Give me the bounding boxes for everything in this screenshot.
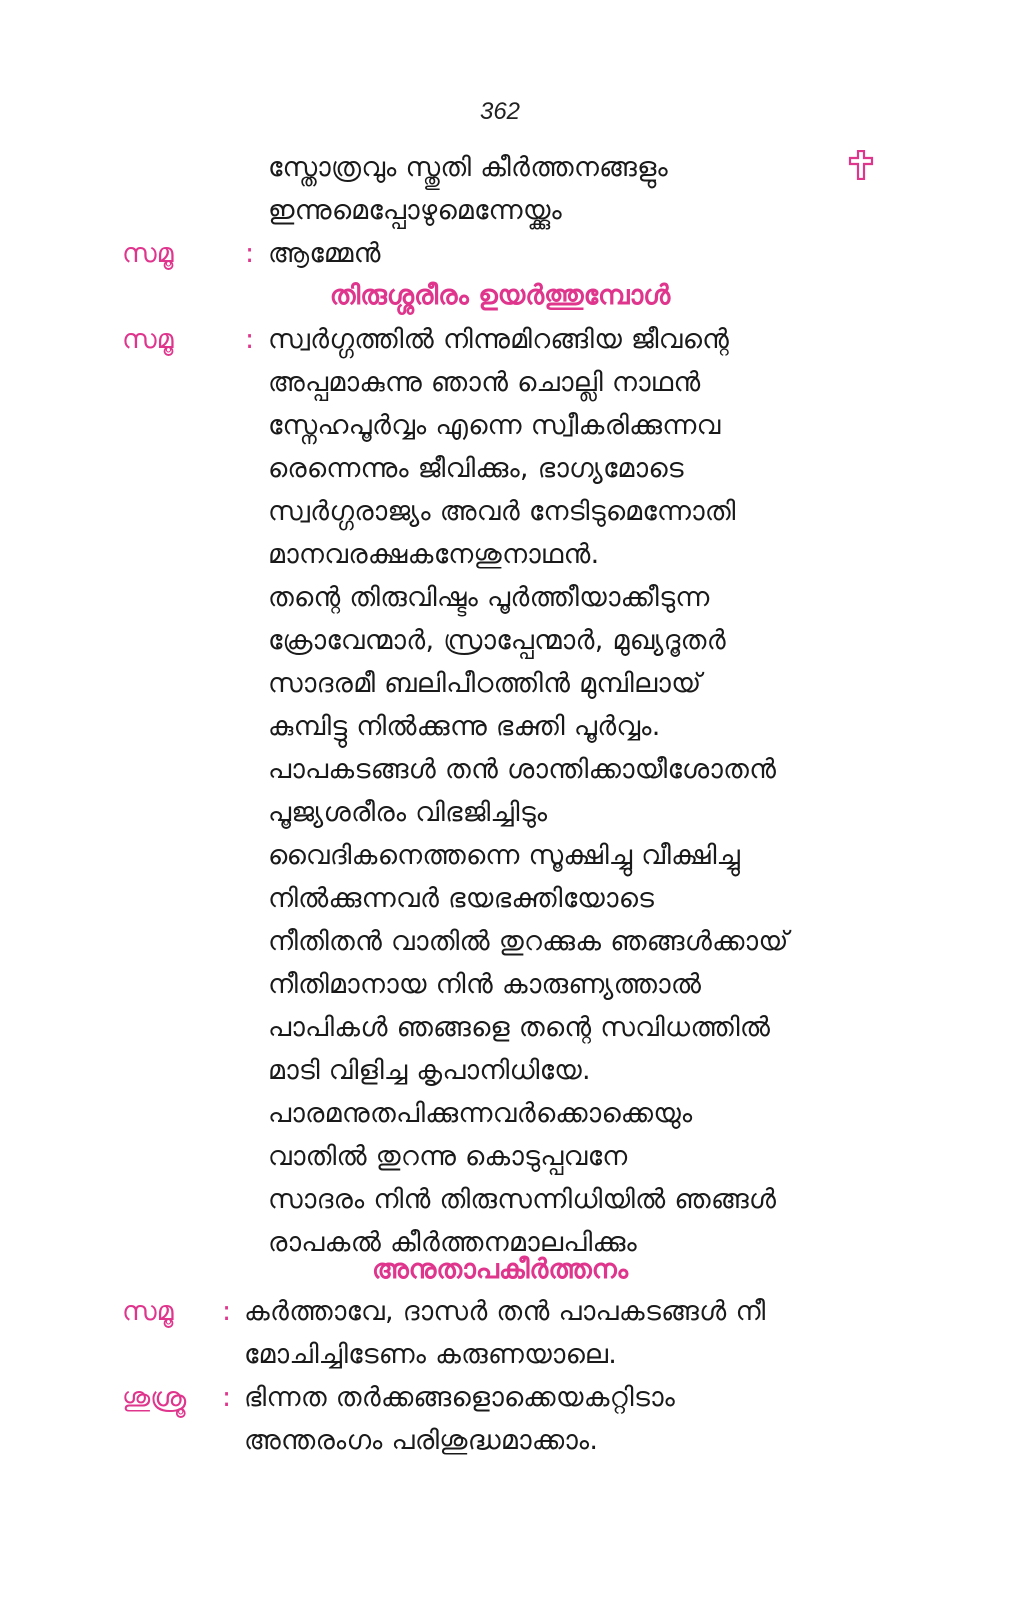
speaker-label: സമൂ (122, 1296, 174, 1327)
verse-line: അന്തരംഗം പരിശുദ്ധമാക്കാം. (244, 1425, 599, 1456)
amen-response (268, 232, 381, 275)
verse-line: വാതിൽ തുറന്നു കൊടുപ്പവനേ (268, 1141, 628, 1172)
section-heading: തിരുശ്ശരീരം ഉയർത്തുമ്പോൾ (329, 280, 671, 311)
verse-line: മാടി വിളിച്ച കൃപാനിധിയേ. (268, 1055, 591, 1086)
speaker-colon: : (222, 1382, 232, 1413)
verse-line: മാനവരക്ഷകനേശുനാഥൻ. (268, 539, 600, 570)
verse-line: രെന്നെന്നും ജീവിക്കും, ഭാഗ്യമോടെ (268, 453, 684, 484)
verse-line: സ്വർഗ്ഗരാജ്യം അവർ നേടിടുമെന്നോതി (268, 496, 736, 527)
verse-line: പാരമനുതപിക്കുന്നവർക്കൊക്കെയും (268, 1098, 693, 1129)
verse-line: സാദരമീ ബലിപീഠത്തിൻ മുമ്പിലായ് (268, 668, 702, 699)
verse-line: തന്റെ തിരുവിഷ്ടം പൂർത്തീയാക്കീടുന്ന (268, 582, 710, 613)
latin-cross-icon (848, 150, 874, 180)
page-number: 362 (479, 98, 521, 125)
speaker-label: സമൂ (122, 238, 174, 269)
verse-line: സാദരം നിൻ തിരുസന്നിധിയിൽ ഞങ്ങൾ (268, 1184, 777, 1215)
verse-line: ഇന്നുമെപ്പോഴുമെന്നേയ്ക്കും (268, 195, 563, 226)
verse-line: വൈദികനെത്തന്നെ സൂക്ഷിച്ചു വീക്ഷിച്ചു (268, 840, 741, 871)
speaker-colon: : (222, 1296, 232, 1327)
verse-line: കർത്താവേ, ദാസർ തൻ പാപകടങ്ങൾ നീ (244, 1296, 766, 1327)
response-verse (244, 1376, 675, 1462)
section-heading: അനുതാപകീർത്തനം (371, 1254, 629, 1285)
verse-line: അപ്പമാകുന്നു ഞാൻ ചൊല്ലി നാഥൻ (268, 367, 701, 398)
verse-line: ആമ്മേൻ (268, 238, 381, 269)
verse-line: സ്നേഹപൂർവ്വം എന്നെ സ്വീകരിക്കുന്നവ (268, 410, 721, 441)
speaker-label: ശുശ്രൂ (122, 1382, 187, 1413)
verse-line: പാപികൾ ഞങ്ങളെ തന്റെ സവിധത്തിൽ (268, 1012, 771, 1043)
hymn-verse (268, 318, 789, 1264)
verse-line: കുമ്പിട്ടു നിൽക്കുന്നു ഭക്തി പൂർവ്വം. (268, 711, 661, 742)
verse-line: നീതിമാനായ നിൻ കാരുണ്യത്താൽ (268, 969, 702, 1000)
verse-line: നിൽക്കുന്നവർ ഭയഭക്തിയോടെ (268, 883, 655, 914)
verse-line: മോചിച്ചിടേണം കരുണയാലെ. (244, 1339, 618, 1370)
verse-line: രാപകൽ കീർത്തനമാലപിക്കും (268, 1227, 638, 1258)
speaker-colon: : (245, 324, 255, 355)
verse-line: സ്തോത്രവും സ്തുതി കീർത്തനങ്ങളും (268, 152, 669, 183)
speaker-label: സമൂ (122, 324, 174, 355)
verse-line: പൂജ്യശരീരം വിഭജിച്ചിടും (268, 797, 548, 828)
verse-line: ക്രോവേന്മാർ, സ്രാപ്പേന്മാർ, മുഖ്യദൂതർ (268, 625, 726, 656)
verse-line: സ്വർഗ്ഗത്തിൽ നിന്നുമിറങ്ങിയ ജീവന്റെ (268, 324, 730, 355)
verse-line: ഭിന്നത തർക്കങ്ങളൊക്കെയകറ്റിടാം (244, 1382, 676, 1413)
verse-line: നീതിതൻ വാതിൽ തുറക്കുക ഞങ്ങൾക്കായ് (268, 926, 789, 957)
speaker-colon: : (245, 238, 255, 269)
verse-line: പാപകടങ്ങൾ തൻ ശാന്തിക്കായീശോതൻ (268, 754, 777, 785)
opening-verse (268, 146, 668, 232)
response-verse (244, 1290, 766, 1376)
